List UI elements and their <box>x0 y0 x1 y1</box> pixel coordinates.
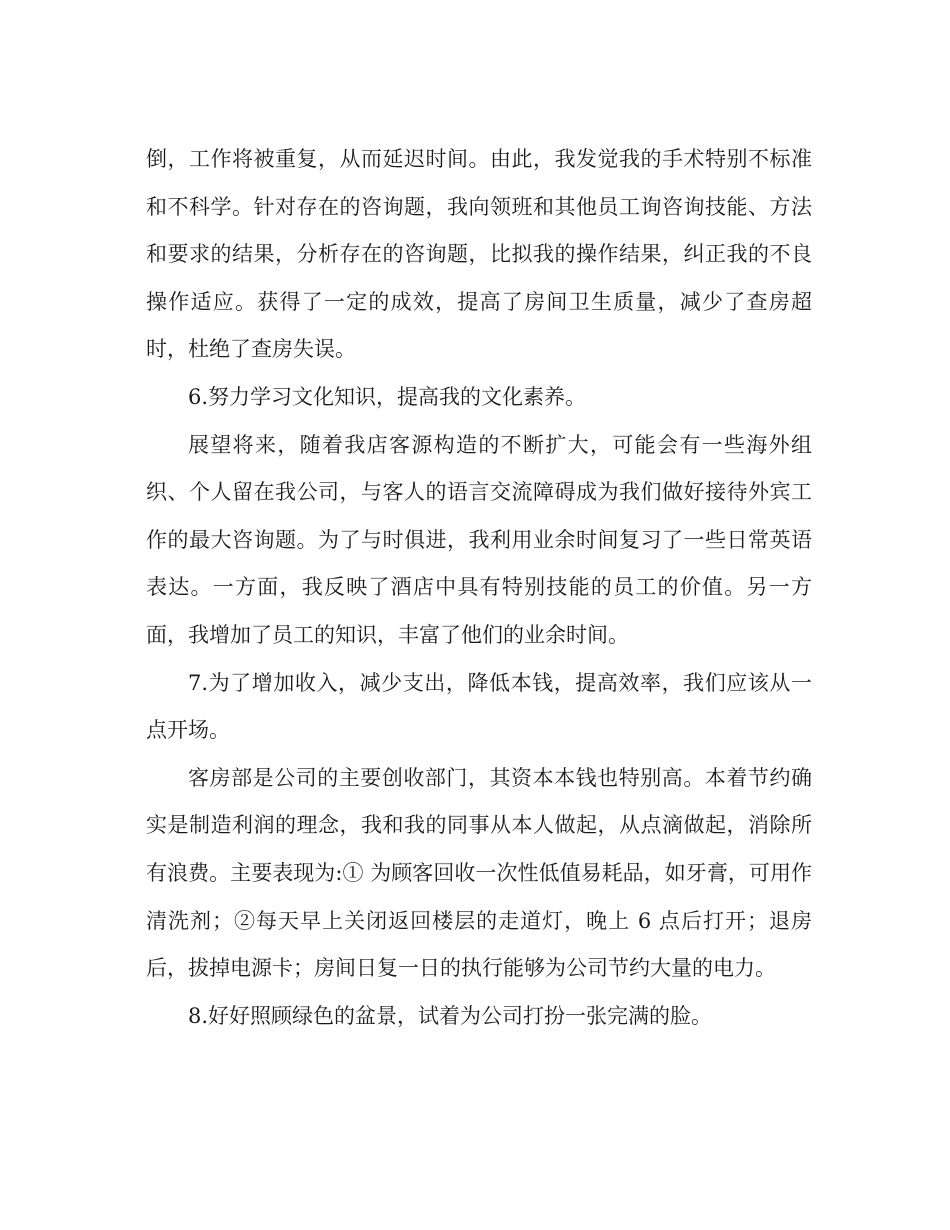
paragraph-item-7-heading: 7.为了增加收入，减少支出，降低本钱，提高效率，我们应该从一点开场。 <box>146 670 812 743</box>
document-body <box>146 136 812 1040</box>
paragraph-continuation: 倒，工作将被重复，从而延迟时间。由此，我发觉我的手术特别不标准和不科学。针对存在的咨询题，我向领班和其他员工询咨询技能、方法和要求的结果，分析存在的咨询题，比拟我的操作结果，纠正我的不良操作适应。获得了一定的成效，提高了房间卫生质量，减少了查房超时，杜绝了查房失误。 <box>146 147 812 362</box>
paragraph-item-6-heading: 6.努力学习文化知识，提高我的文化素养。 <box>188 384 587 409</box>
paragraph-item-7-body: 客房部是公司的主要创收部门，其资本本钱也特别高。本着节约确实是制造利润的理念，我和我的同事从本人做起，从点滴做起，消除所有浪费。主要表现为:① 为顾客回收一次性低值易耗品，如牙膏，可用作清洗剂；②每天早上关闭返回楼层的走道灯，晚上 6 点后打开；退房后，拔掉电源卡；房间日复一日的执行能够为公司节约大量的电力。 <box>146 765 812 981</box>
paragraph-item-8-heading: 8.好好照顾绿色的盆景，试着为公司打扮一张完满的脸。 <box>188 1003 713 1028</box>
paragraph-item-6-body: 展望将来，随着我店客源构造的不断扩大，可能会有一些海外组织、个人留在我公司，与客人的语言交流障碍成为我们做好接待外宾工作的最大咨询题。为了与时俱进，我利用业余时间复习了一些日常英语表达。一方面，我反映了酒店中具有特别技能的员工的价值。另一方面，我增加了员工的知识，丰富了他们的业余时间。 <box>146 432 812 647</box>
